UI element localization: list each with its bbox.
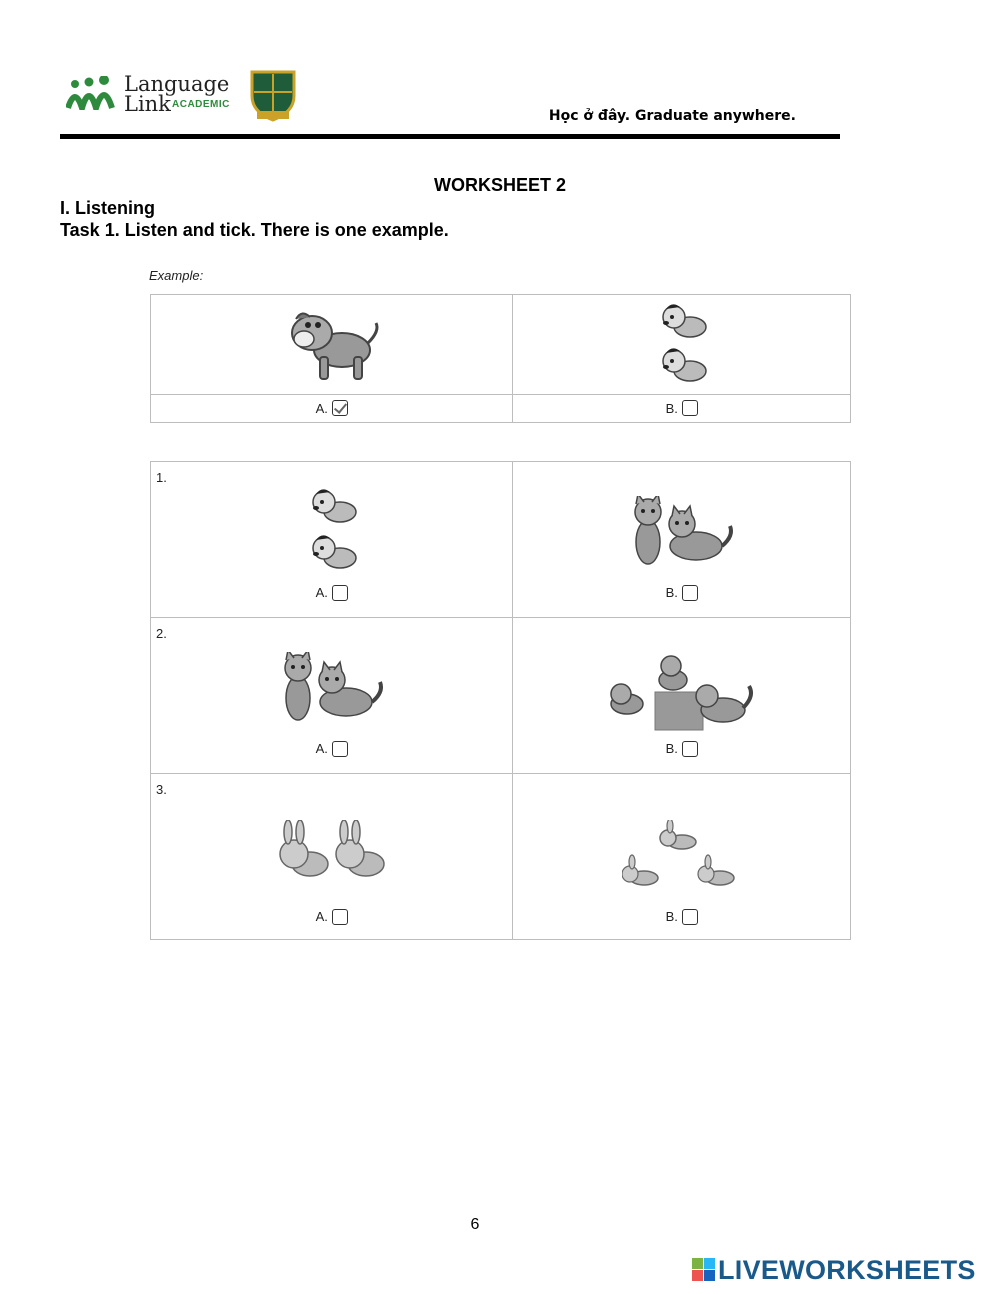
option-label: A. (315, 741, 328, 756)
checkbox[interactable] (682, 400, 698, 416)
puppy-icon (306, 486, 358, 526)
header-divider (60, 134, 840, 139)
example-option-b (513, 395, 851, 423)
puppy-icon (306, 532, 358, 572)
worksheet-title: WORKSHEET 2 (433, 175, 566, 195)
dog-icon (282, 305, 382, 385)
example-cell-b (513, 295, 851, 395)
option-label: B. (665, 909, 678, 924)
checkbox[interactable] (332, 909, 348, 925)
liveworksheets-blocks-icon (692, 1258, 716, 1282)
three-rabbits-icon (622, 820, 742, 894)
option-label: B. (665, 400, 678, 416)
puppy-icon (656, 345, 708, 385)
checkbox[interactable] (682, 909, 698, 925)
checkbox[interactable] (682, 741, 698, 757)
question-2-cell-b (513, 618, 851, 774)
brand-line-3: ACADEMIC (172, 99, 230, 110)
crest-icon (248, 66, 298, 122)
question-3-cell-b (513, 774, 851, 940)
example-table (150, 294, 851, 423)
option-label: A. (315, 400, 328, 416)
task-instruction: Task 1. Listen and tick. There is one example. (60, 220, 449, 240)
questions-table (150, 461, 851, 940)
brand-line-1: Language (124, 72, 230, 96)
checkbox-checked[interactable] (332, 400, 348, 416)
option-label: A. (315, 909, 328, 924)
question-3-cell-a (151, 774, 513, 940)
example-cell-a (151, 295, 513, 395)
language-link-logo (66, 66, 306, 126)
section-heading: I. Listening (60, 198, 156, 218)
option-label: B. (665, 741, 678, 756)
option-label: A. (315, 585, 328, 600)
example-label: Example: (149, 268, 204, 283)
liveworksheets-text: LIVEWORKSHEETS (718, 1254, 976, 1285)
question-number: 1. (156, 470, 167, 485)
page-number: 6 (470, 1216, 480, 1233)
puppy-icon (656, 301, 708, 341)
two-cats-icon (626, 496, 738, 568)
question-2-cell-a (151, 618, 513, 774)
people-logo-icon (66, 76, 122, 110)
checkbox[interactable] (332, 741, 348, 757)
two-cats-icon (276, 652, 388, 724)
liveworksheets-logo (692, 1255, 976, 1285)
question-number: 2. (156, 626, 167, 641)
option-label: B. (665, 585, 678, 600)
example-option-a (151, 395, 513, 423)
question-1-cell-a (151, 462, 513, 618)
two-rabbits-icon (274, 820, 390, 882)
tagline: Học ở đây. Graduate anywhere. (548, 108, 796, 124)
checkbox[interactable] (682, 585, 698, 601)
checkbox[interactable] (332, 585, 348, 601)
three-cats-icon (609, 652, 755, 734)
brand-line-2: Link (124, 92, 171, 116)
question-1-cell-b (513, 462, 851, 618)
question-number: 3. (156, 782, 167, 797)
